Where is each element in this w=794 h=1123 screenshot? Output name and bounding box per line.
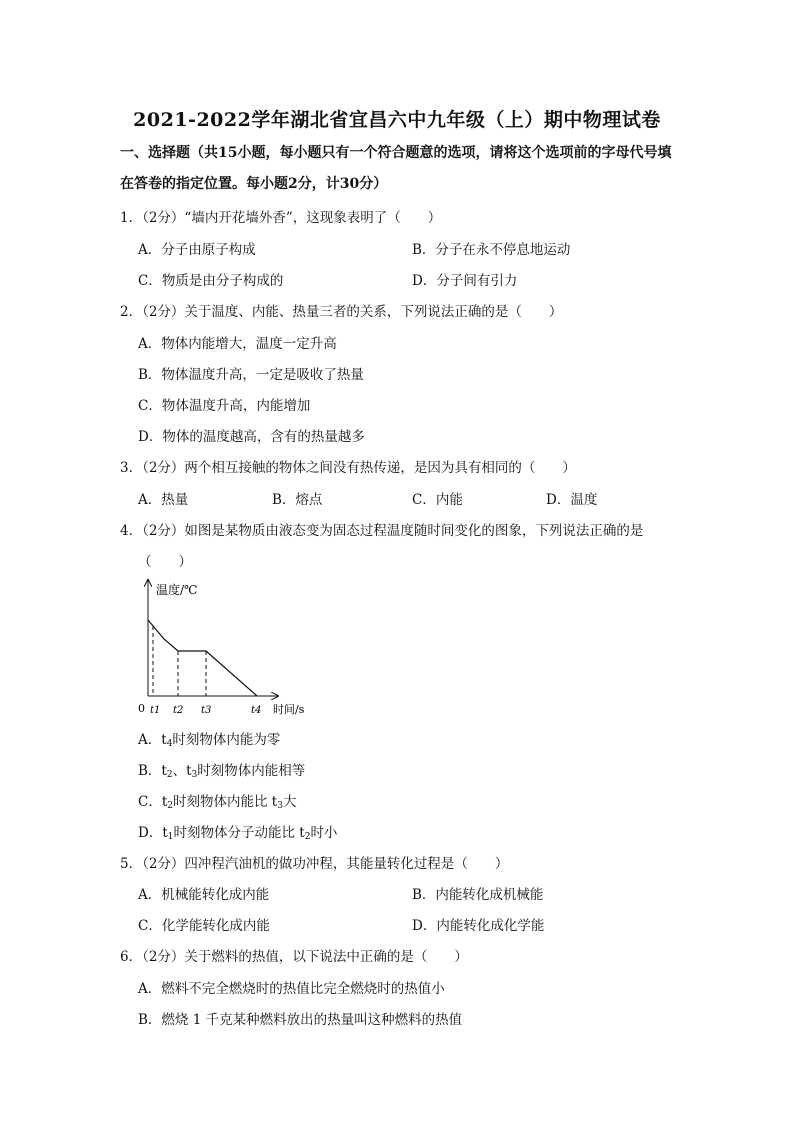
section-heading <box>120 138 680 200</box>
option-text: D．t <box>138 825 168 841</box>
question-6-option-b: B．燃烧 1 千克某种燃料放出的热量叫这种燃料的热值 <box>138 1012 463 1028</box>
tick-label-t2: t2 <box>173 705 184 716</box>
question-4-option-a <box>138 728 280 749</box>
question-5-option-b: B．内能转化成机械能 <box>412 887 544 903</box>
question-3-stem: 3．（2分）两个相互接触的物体之间没有热传递，是因为具有相同的（ ） <box>120 460 576 476</box>
option-text: 时刻物体内能为零 <box>172 732 281 748</box>
subscript: 2 <box>167 801 173 811</box>
question-1-option-b: B．分子在永不停息地运动 <box>412 242 571 258</box>
option-text: A．t <box>138 732 167 748</box>
tick-label-t3: t3 <box>201 705 212 716</box>
question-2-option-d: D．物体的温度越高，含有的热量越多 <box>138 429 365 445</box>
x-axis-label: 时间/s <box>273 703 305 716</box>
subscript: 2 <box>304 832 311 842</box>
question-3-option-b: B．熔点 <box>272 492 323 508</box>
question-4-option-c <box>138 790 296 811</box>
option-text: 时刻物体分子动能比 t <box>173 825 305 841</box>
question-2-option-b: B．物体温度升高，一定是吸收了热量 <box>138 367 364 383</box>
option-text: B．t <box>138 763 167 779</box>
question-5-option-c: C．化学能转化成内能 <box>138 918 270 934</box>
subscript: 1 <box>167 832 174 842</box>
question-1-stem: 1．（2分）“墙内开花墙外香”，这现象表明了（ ） <box>120 210 442 226</box>
section-heading-line2: 在答卷的指定位置。每小题2分，计30分） <box>120 176 388 192</box>
section-heading-line1: 一、选择题（共15小题，每小题只有一个符合题意的选项，请将这个选项前的字母代号填 <box>120 145 672 161</box>
question-2-stem: 2．（2分）关于温度、内能、热量三者的关系，下列说法正确的是（ ） <box>120 304 563 320</box>
temperature-time-graph <box>136 576 326 721</box>
question-4-stem-cont: （ ） <box>138 554 192 570</box>
temperature-curve <box>148 620 257 696</box>
question-3-option-c: C．内能 <box>412 492 463 508</box>
option-text: 时小 <box>310 825 338 841</box>
question-3-option-a: A．热量 <box>138 492 189 508</box>
question-2-option-c: C．物体温度升高，内能增加 <box>138 398 311 414</box>
question-5-option-d: D．内能转化成化学能 <box>412 918 545 934</box>
tick-label-t4: t4 <box>251 705 262 716</box>
question-5-stem: 5．（2分）四冲程汽油机的做功冲程，其能量转化过程是（ ） <box>120 856 509 872</box>
option-text: 时刻物体内能相等 <box>197 763 306 779</box>
question-6-stem: 6．（2分）关于燃料的热值，以下说法中正确的是（ ） <box>120 949 468 965</box>
y-axis-label: 温度/℃ <box>156 583 198 597</box>
tick-label-t1: t1 <box>150 705 161 716</box>
origin-label: 0 <box>138 702 145 715</box>
question-4-option-d <box>138 821 337 842</box>
option-text: 、t <box>172 763 192 779</box>
subscript: 2 <box>166 770 173 780</box>
subscript: 3 <box>277 801 283 811</box>
option-text: C．t <box>138 794 168 810</box>
question-1-option-c: C．物质是由分子构成的 <box>138 273 284 289</box>
option-text: 时刻物体内能比 t <box>173 794 278 810</box>
question-1-option-d: D．分子间有引力 <box>412 273 518 289</box>
option-text: 大 <box>282 794 297 810</box>
subscript: 3 <box>191 770 198 780</box>
question-4-option-b <box>138 759 305 780</box>
subscript: 4 <box>166 739 173 749</box>
question-5-option-a: A．机械能转化成内能 <box>138 887 270 903</box>
question-2-option-a: A．物体内能增大，温度一定升高 <box>138 336 337 352</box>
page-title: 2021-2022学年湖北省宜昌六中九年级（上）期中物理试卷 <box>133 109 661 131</box>
question-6-option-a: A．燃料不完全燃烧时的热值比完全燃烧时的热值小 <box>138 981 445 997</box>
question-4-stem: 4．（2分）如图是某物质由液态变为固态过程温度随时间变化的图象，下列说法正确的是 <box>120 523 644 539</box>
question-3-option-d: D．温度 <box>546 492 598 508</box>
question-1-option-a: A．分子由原子构成 <box>138 242 256 258</box>
